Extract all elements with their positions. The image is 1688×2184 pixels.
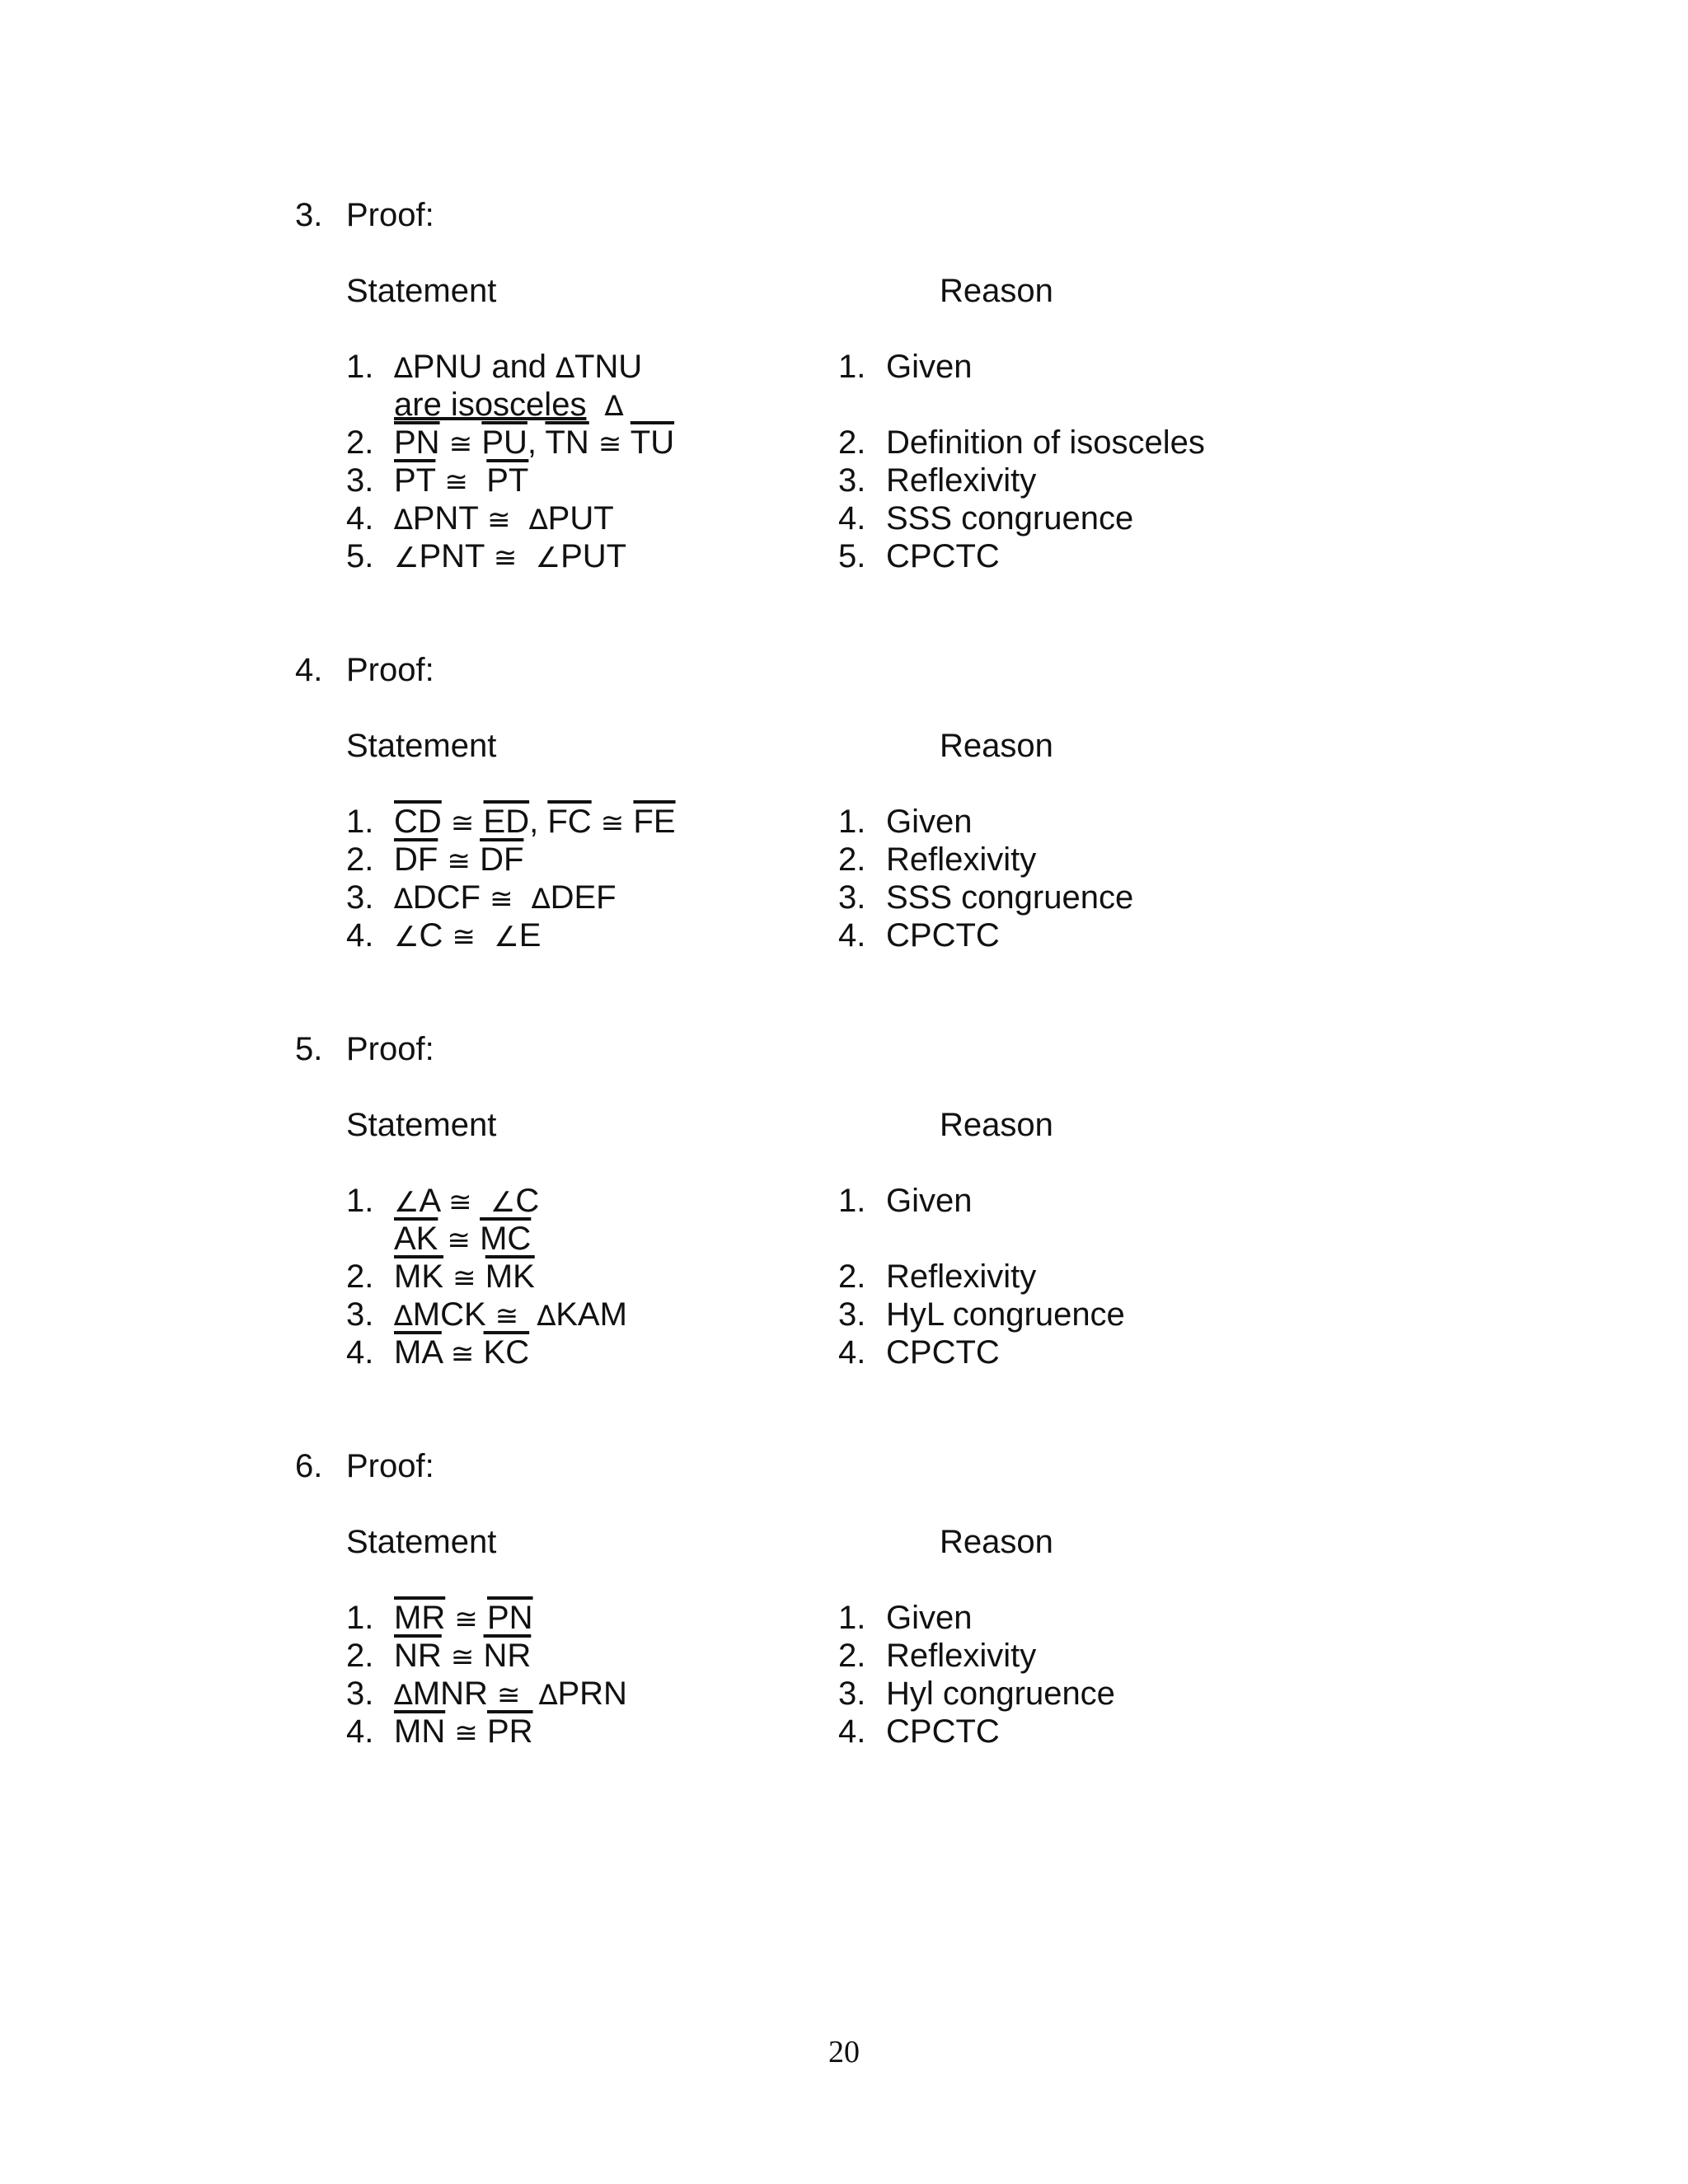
statement-header: Statement — [346, 1107, 497, 1143]
congruent-icon: ≅ — [450, 807, 475, 840]
reason-number: 4. — [838, 500, 866, 537]
congruent-icon: ≅ — [447, 845, 471, 878]
angle-icon: ∠ — [494, 921, 519, 954]
statement-number: 4. — [346, 1713, 374, 1750]
reason-number: 1. — [838, 1600, 866, 1636]
triangle-icon: ∆ — [394, 352, 413, 385]
statement-text: ∆MCK ≅ ∆KAM — [394, 1296, 627, 1333]
reason-text: Given — [886, 1183, 973, 1219]
reason-number: 2. — [838, 424, 866, 461]
congruent-icon: ≅ — [493, 541, 518, 574]
statement-number: 2. — [346, 1258, 374, 1295]
statement-number: 3. — [346, 1675, 374, 1712]
triangle-icon: ∆ — [394, 1300, 413, 1333]
statement-number: 2. — [346, 424, 374, 461]
reason-text: CPCTC — [886, 538, 1000, 574]
statement-text: $\overline{DF}$ ≅ $\overline{DF}$ — [394, 841, 524, 878]
reason-text: CPCTC — [886, 1713, 1000, 1750]
reason-number: 5. — [838, 538, 866, 574]
angle-icon: ∠ — [394, 921, 420, 954]
reason-number: 2. — [838, 1258, 866, 1295]
triangle-icon: ∆ — [394, 883, 413, 916]
proof-number: 6. — [295, 1448, 323, 1484]
statement-text: $\overline{PT}$ ≅ $\overline{PT}$ — [394, 462, 529, 499]
statement-text: $\overline{MR}$ ≅ $\overline{PN}$ — [394, 1600, 533, 1636]
reason-text: Hyl congruence — [886, 1675, 1115, 1712]
triangle-icon: ∆ — [537, 1300, 556, 1333]
statement-header: Statement — [346, 273, 497, 309]
reason-text: SSS congruence — [886, 500, 1134, 537]
reason-number: 1. — [838, 1183, 866, 1219]
reason-text: Reflexivity — [886, 841, 1037, 878]
congruent-icon: ≅ — [444, 466, 469, 499]
reason-number: 1. — [838, 349, 866, 385]
proof-number: 3. — [295, 197, 323, 233]
statement-number: 4. — [346, 500, 374, 537]
angle-icon: ∠ — [394, 541, 420, 574]
statement-text: ∆DCF ≅ ∆DEF — [394, 879, 617, 916]
statement-number: 2. — [346, 841, 374, 878]
statement-text: $\overline{MK}$ ≅ $\overline{MK}$ — [394, 1258, 535, 1295]
reason-text: Given — [886, 804, 973, 840]
congruent-icon: ≅ — [598, 428, 622, 461]
reason-text: SSS congruence — [886, 879, 1134, 916]
statement-number: 3. — [346, 879, 374, 916]
statement-text: $\overline{MA}$ ≅ $\overline{KC}$ — [394, 1334, 530, 1371]
triangle-icon: ∆ — [394, 504, 413, 537]
triangle-icon: ∆ — [531, 883, 551, 916]
angle-icon: ∠ — [394, 1186, 420, 1219]
statement-text: are isosceles ∆ — [394, 387, 624, 423]
statement-text: $\overline{NR}$ ≅ $\overline{NR}$ — [394, 1638, 532, 1674]
reason-text: CPCTC — [886, 917, 1000, 954]
reason-header: Reason — [940, 1107, 1053, 1143]
congruent-icon: ≅ — [600, 807, 625, 840]
statement-number: 1. — [346, 1183, 374, 1219]
triangle-icon: ∆ — [604, 390, 624, 423]
statement-text: $\overline{MN}$ ≅ $\overline{PR}$ — [394, 1713, 533, 1750]
reason-number: 2. — [838, 841, 866, 878]
reason-header: Reason — [940, 273, 1053, 309]
reason-number: 1. — [838, 804, 866, 840]
statement-number: 1. — [346, 804, 374, 840]
statement-number: 3. — [346, 462, 374, 499]
reason-number: 3. — [838, 462, 866, 499]
triangle-icon: ∆ — [394, 1679, 413, 1712]
congruent-icon: ≅ — [452, 921, 476, 954]
congruent-icon: ≅ — [450, 1338, 475, 1371]
proof-title: Proof: — [346, 197, 434, 233]
reason-text: Reflexivity — [886, 1258, 1037, 1295]
reason-text: Given — [886, 1600, 973, 1636]
reason-header: Reason — [940, 1524, 1053, 1560]
proof-number: 4. — [295, 652, 323, 688]
statement-number: 3. — [346, 1296, 374, 1333]
reason-number: 4. — [838, 1334, 866, 1371]
statement-text: $\overline{AK}$ ≅ $\overline{MC}$ — [394, 1221, 532, 1257]
reason-text: Reflexivity — [886, 1638, 1037, 1674]
statement-header: Statement — [346, 728, 497, 764]
statement-number: 4. — [346, 917, 374, 954]
statement-text: ∠PNT ≅ ∠PUT — [394, 538, 627, 574]
reason-number: 4. — [838, 1713, 866, 1750]
reason-text: HyL congruence — [886, 1296, 1125, 1333]
triangle-icon: ∆ — [538, 1679, 558, 1712]
congruent-icon: ≅ — [495, 1300, 519, 1333]
statement-text: $\overline{PN}$ ≅ $\overline{PU}$, $\overline{TN}$ ≅ $\overline{TU}$ — [394, 424, 675, 461]
statement-text: ∆PNU and ∆TNU — [394, 349, 643, 385]
congruent-icon: ≅ — [448, 428, 473, 461]
angle-icon: ∠ — [490, 1186, 516, 1219]
congruent-icon: ≅ — [454, 1603, 478, 1636]
statement-text: ∠A ≅ ∠C — [394, 1183, 540, 1219]
congruent-icon: ≅ — [454, 1717, 478, 1750]
reason-number: 3. — [838, 879, 866, 916]
reason-text: Reflexivity — [886, 462, 1037, 499]
reason-number: 3. — [838, 1675, 866, 1712]
statement-number: 1. — [346, 1600, 374, 1636]
congruent-icon: ≅ — [450, 1641, 475, 1674]
statement-number: 2. — [346, 1638, 374, 1674]
proof-title: Proof: — [346, 1031, 434, 1067]
congruent-icon: ≅ — [448, 1186, 472, 1219]
reason-number: 4. — [838, 917, 866, 954]
congruent-icon: ≅ — [496, 1679, 521, 1712]
reason-number: 3. — [838, 1296, 866, 1333]
proof-number: 5. — [295, 1031, 323, 1067]
congruent-icon: ≅ — [452, 1262, 476, 1295]
reason-text: Definition of isosceles — [886, 424, 1205, 461]
page-number: 20 — [828, 2035, 860, 2069]
statement-text: ∆PNT ≅ ∆PUT — [394, 500, 614, 537]
statement-number: 4. — [346, 1334, 374, 1371]
statement-number: 5. — [346, 538, 374, 574]
reason-text: Given — [886, 349, 973, 385]
congruent-icon: ≅ — [447, 1224, 471, 1257]
reason-text: CPCTC — [886, 1334, 1000, 1371]
statement-number: 1. — [346, 349, 374, 385]
congruent-icon: ≅ — [487, 504, 511, 537]
angle-icon: ∠ — [535, 541, 561, 574]
statement-text: ∠C ≅ ∠E — [394, 917, 542, 954]
reason-number: 2. — [838, 1638, 866, 1674]
statement-header: Statement — [346, 1524, 497, 1560]
proof-title: Proof: — [346, 652, 434, 688]
congruent-icon: ≅ — [490, 883, 513, 916]
triangle-icon: ∆ — [556, 352, 574, 385]
proof-title: Proof: — [346, 1448, 434, 1484]
statement-text: $\overline{CD}$ ≅ $\overline{ED}$, $\overline{FC}$ ≅ $\overline{FE}$ — [394, 804, 676, 840]
triangle-icon: ∆ — [528, 504, 548, 537]
reason-header: Reason — [940, 728, 1053, 764]
statement-text: ∆MNR ≅ ∆PRN — [394, 1675, 627, 1712]
